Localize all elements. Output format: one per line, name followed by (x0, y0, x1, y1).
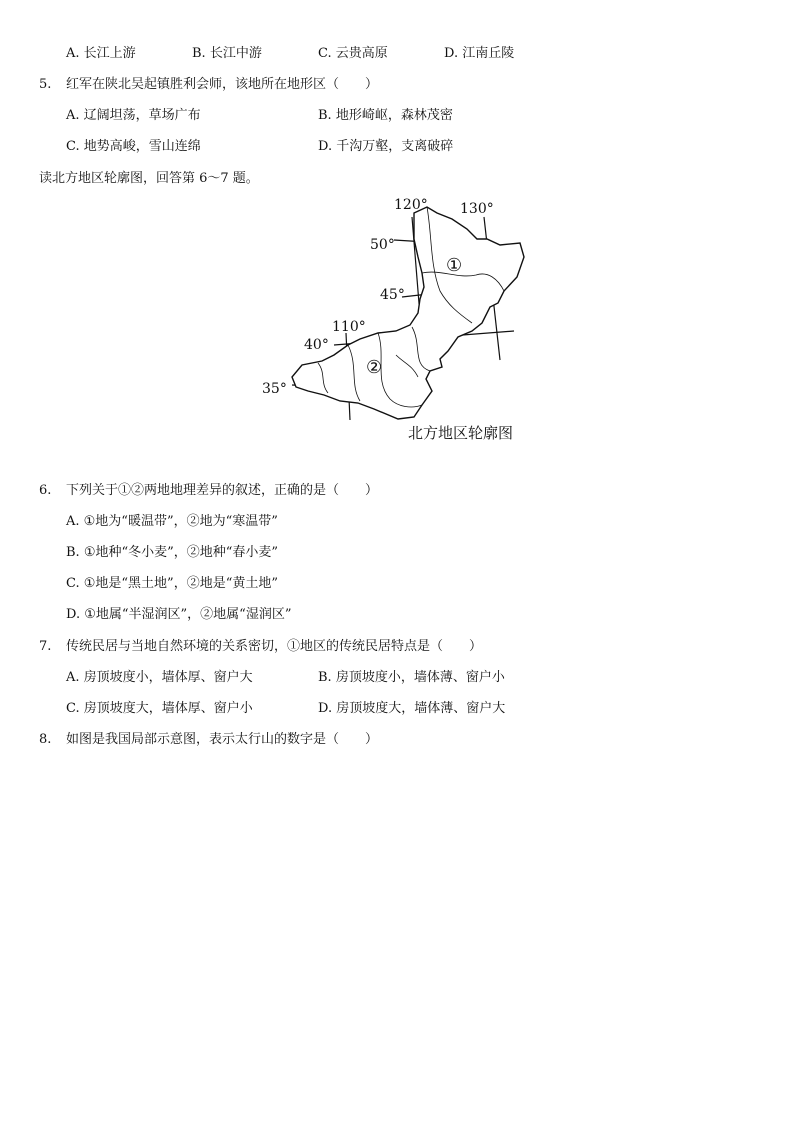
region-label-1: ① (446, 255, 463, 276)
lat-label-45: 45° (380, 287, 405, 303)
q5-option-c: C. 地势高峻，雪山连绵 (66, 139, 201, 154)
q4-option-c: C. 云贵高原 (318, 46, 388, 61)
q5-option-b: B. 地形崎岖，森林茂密 (318, 108, 453, 123)
north-region-outline-map (262, 195, 542, 445)
q7-option-b: B. 房顶坡度小，墙体薄、窗户小 (318, 670, 505, 685)
intro-6-7: 读北方地区轮廓图，回答第 6～7 题。 (39, 171, 259, 186)
q7-number: 7. (39, 639, 52, 654)
q5-number: 5. (39, 77, 52, 92)
q5-option-d: D. 千沟万壑，支离破碎 (318, 139, 454, 154)
lat-label-35: 35° (262, 381, 287, 397)
region-label-2: ② (366, 357, 383, 378)
q6-option-d: D. ①地属“半湿润区”，②地属“湿润区” (66, 607, 292, 622)
lon-label-120: 120° (394, 197, 428, 213)
lon-label-110: 110° (332, 319, 366, 335)
q7-option-d: D. 房顶坡度大，墙体薄、窗户大 (318, 701, 506, 716)
lat-label-40: 40° (304, 337, 329, 353)
lat-label-50: 50° (370, 237, 395, 253)
q5-stem: 红军在陕北吴起镇胜利会师，该地所在地形区（ ） (66, 77, 379, 92)
lon-label-130: 130° (460, 201, 494, 217)
q8-number: 8. (39, 732, 52, 747)
q6-stem: 下列关于①②两地地理差异的叙述，正确的是（ ） (66, 483, 379, 498)
q7-option-a: A. 房顶坡度小，墙体厚、窗户大 (66, 670, 253, 685)
q5-option-a: A. 辽阔坦荡，草场广布 (66, 108, 201, 123)
q4-option-a: A. 长江上游 (66, 46, 136, 61)
q4-option-b: B. 长江中游 (192, 46, 262, 61)
q6-option-c: C. ①地是“黑土地”，②地是“黄土地” (66, 576, 278, 591)
region-outline (292, 207, 524, 419)
map-caption: 北方地区轮廓图 (408, 424, 514, 442)
q6-option-b: B. ①地种“冬小麦”，②地种“春小麦” (66, 545, 279, 560)
q6-option-a: A. ①地为“暖温带”，②地为“寒温带” (66, 514, 278, 529)
q6-number: 6. (39, 483, 52, 498)
q7-option-c: C. 房顶坡度大，墙体厚、窗户小 (66, 701, 253, 716)
q7-stem: 传统民居与当地自然环境的关系密切，①地区的传统民居特点是（ ） (66, 639, 483, 654)
q8-stem: 如图是我国局部示意图，表示太行山的数字是（ ） (66, 732, 379, 747)
q4-option-d: D. 江南丘陵 (444, 46, 515, 61)
